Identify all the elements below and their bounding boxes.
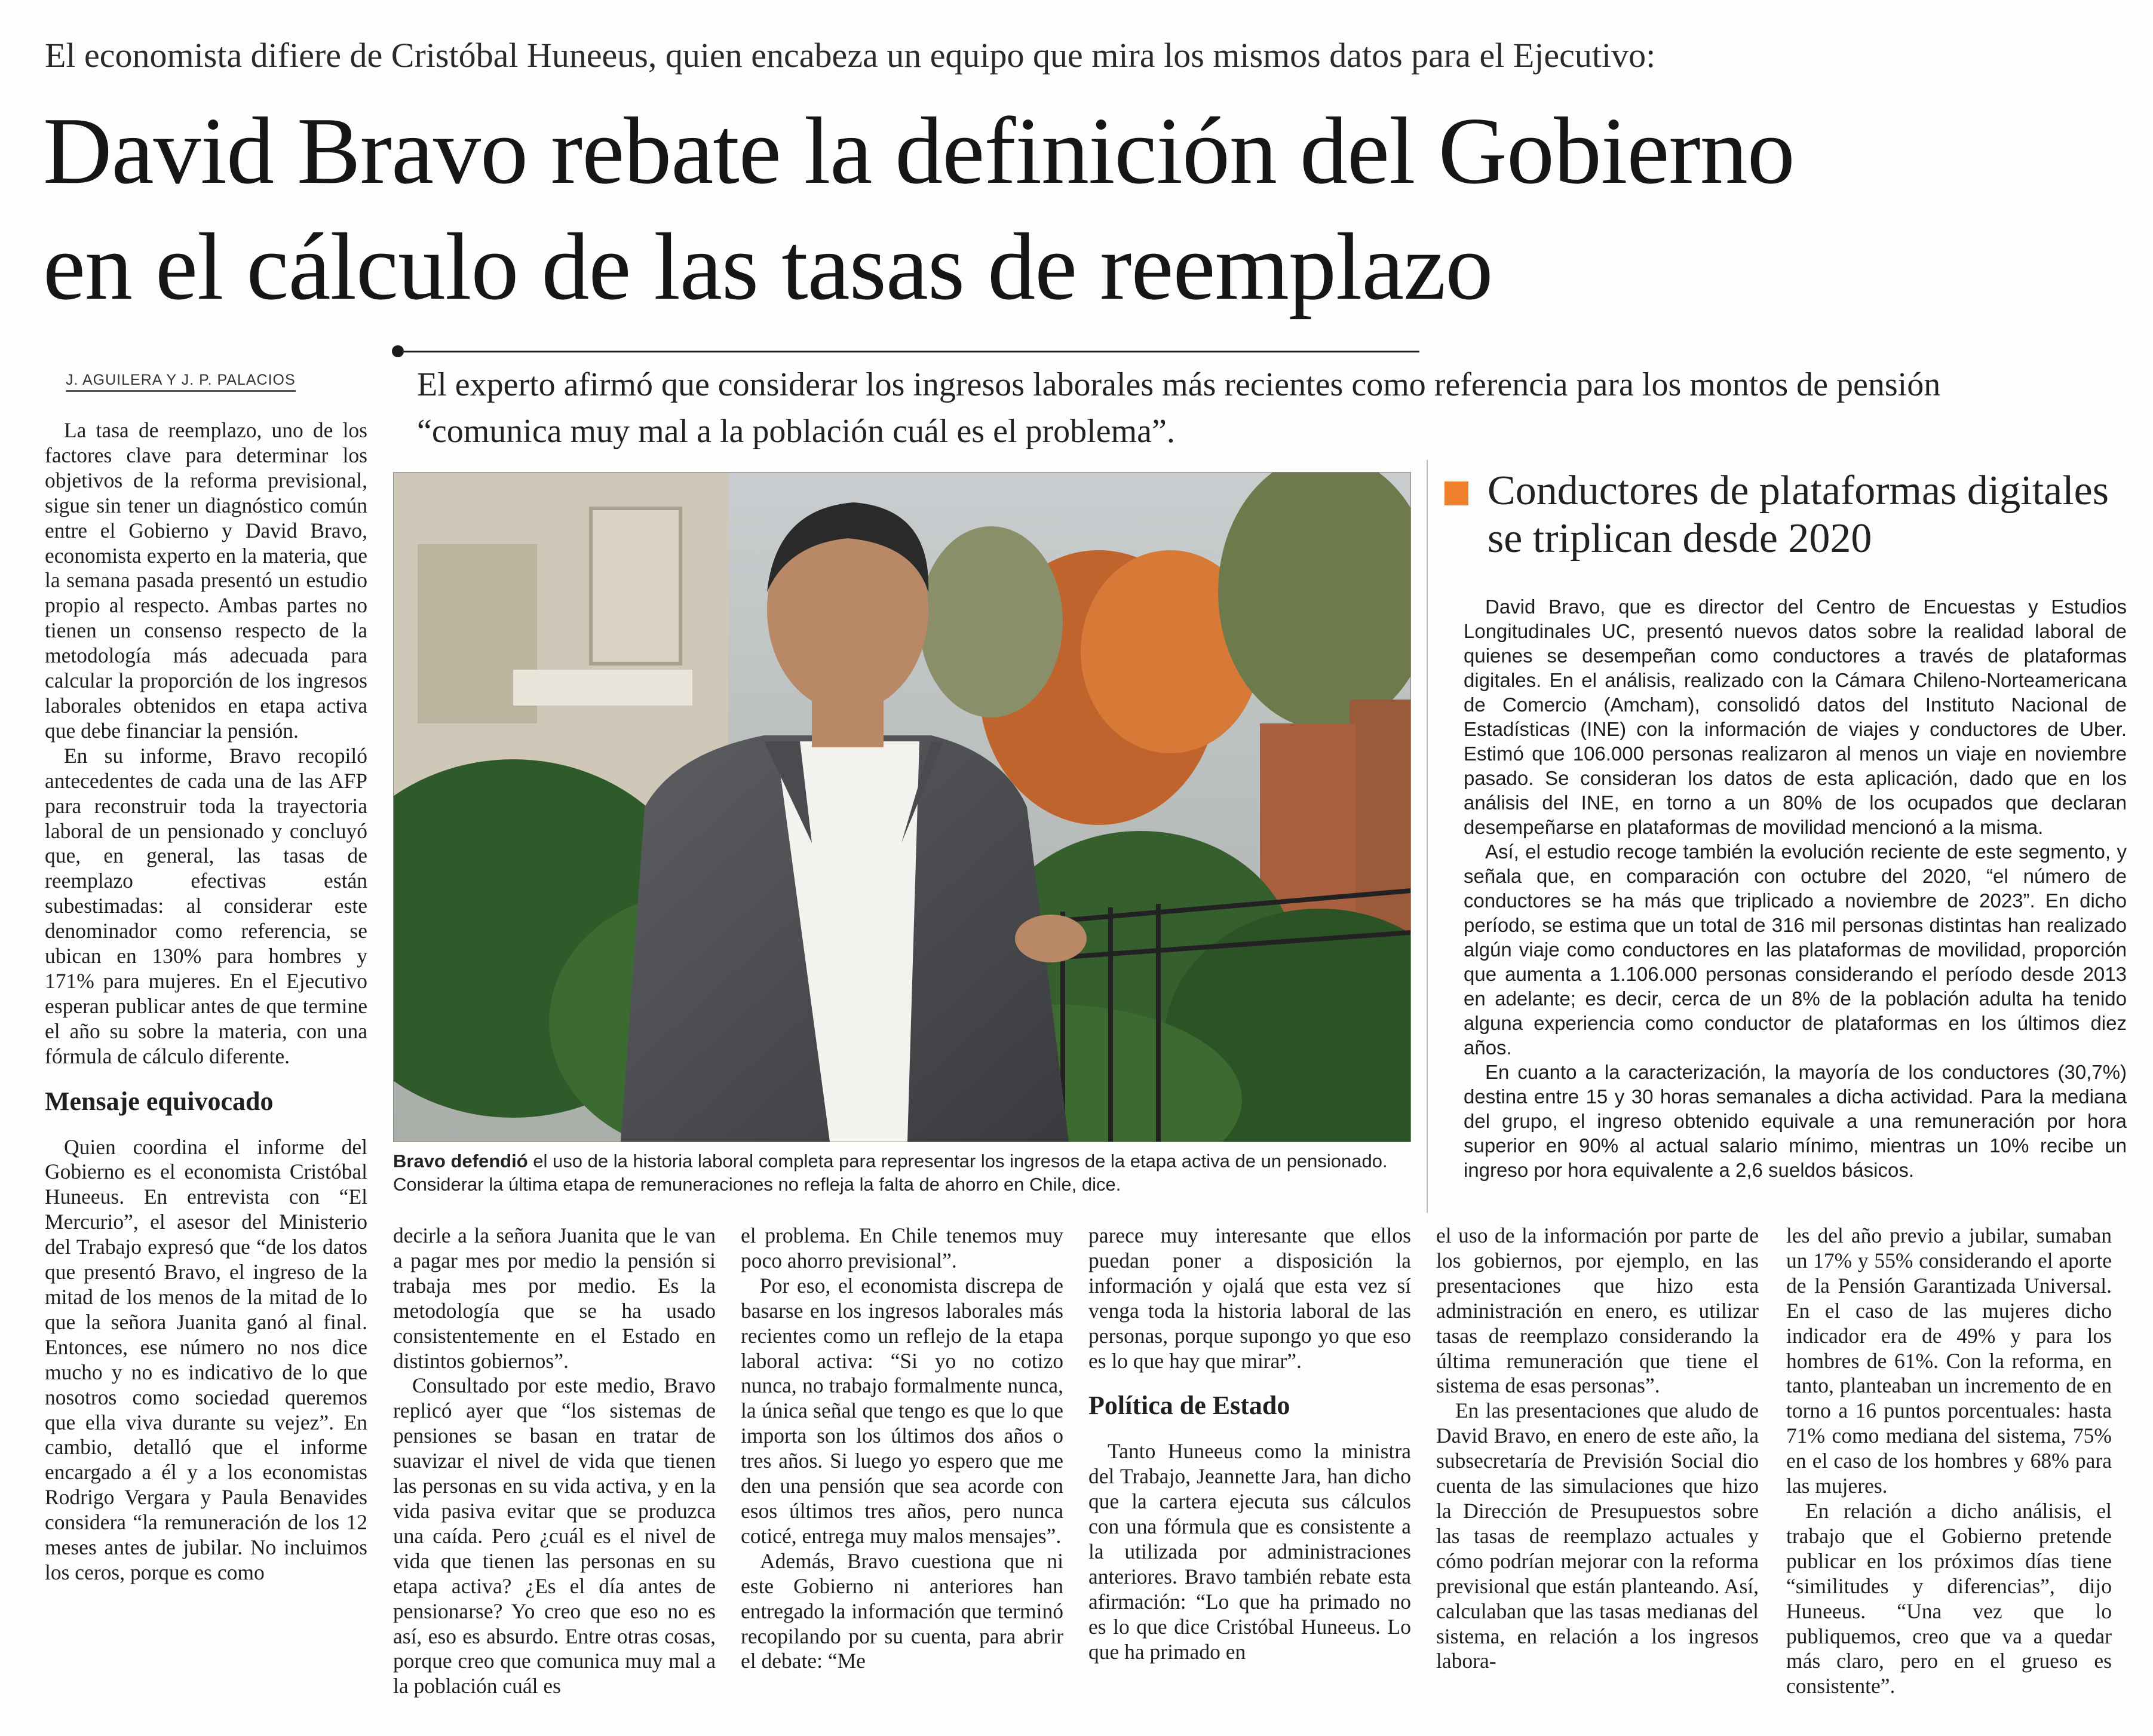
sidebar-paragraph: En cuanto a la caracterización, la mayoría de los conductores (30,7%) destina entre 15 y 30 horas semanales a dicha actividad. Para la mediana del grupo, el ingreso obtenido equivale a una remuneración por hora superior en 90% al actual salario mínimo, mientras un 10% recibe un ingreso por hora equivalente a 2,6 sueldos básicos. bbox=[1464, 1061, 2127, 1181]
sidebar-body bbox=[1464, 594, 2127, 1182]
sidebar-paragraph: Así, el estudio recoge también la evolución reciente de este segmento, y señala que, en comparación con octubre del 2020, “el número de conductores se ha más que triplicado a noviembre de 2023”. En dicho período, se estima que un total de 316 mil personas distintas han realizado algún viaje como conductores en las plataformas de movilidad, proporción que aumenta a 1.106.000 personas considerando el período desde 2013 en adelante; es decir, cerca de un 8% de la población adulta ha tenido alguna experiencia como conductor de plataformas en los últimos diez años. bbox=[1464, 841, 2127, 1059]
article-column-6 bbox=[1786, 1223, 2112, 1719]
paragraph: La tasa de reemplazo, uno de los factores clave para determinar los objetivos de la reforma previsional, sigue sin tener un diagnóstico común entre el Gobierno y David Bravo, economista experto en la materia, que la semana pasada presentó un estudio propio al respecto. Ambas partes no tienen un consenso respecto de la metodología más adecuada para calcular la proporción de los ingresos laborales obtenidos en etapa activa que debe financiar la pensión. bbox=[45, 418, 367, 743]
paragraph: les del año previo a jubilar, sumaban un 17% y 55% considerando el aporte de la Pensión Garantizada Universal. En el caso de las mujeres dicho indicador era de 49% y para los hombres de 61%. Con la reforma, en tanto, planteaban un incremento de en torno a 16 puntos porcentuales: hasta 71% como mediana del sistema, 75% en el caso de los hombres y 68% para las mujeres. bbox=[1786, 1223, 2112, 1498]
deck: El experto afirmó que considerar los ingresos laborales más recientes como referencia para los montos de pensión “comunica muy mal a la población cuál es el problema”. bbox=[417, 366, 1941, 450]
paragraph: En su informe, Bravo recopiló antecedentes de cada una de las AFP para reconstruir toda la trayectoria laboral de un pensionado y concluyó que, en general, las tasas de reemplazo efectivas están subestimadas: al considerar este denominador como referencia, se ubican en 130% para hombres y 171% para mujeres. En el Ejecutivo esperan publicar antes de que termine el año su sobre la materia, con una fórmula de cálculo diferente. bbox=[45, 743, 367, 1068]
sidebar-divider bbox=[1427, 460, 1428, 1213]
paragraph: En relación a dicho análisis, el trabajo que el Gobierno pretende publicar en los próximos días tiene “similitudes y diferencias”, dijo Huneeus. “Una vez que lo publiquemos, creo que va a quedar más claro, pero en el grueso es consistente”. bbox=[1786, 1498, 2112, 1698]
article-column-3 bbox=[741, 1223, 1063, 1719]
paragraph: parece muy interesante que ellos puedan poner a disposición la información y ojalá que esta vez sí venga toda la historia laboral de las personas, porque supongo yo que eso es lo que hay que mirar”. bbox=[1088, 1223, 1411, 1373]
photo-david-bravo bbox=[393, 472, 1411, 1142]
deck-rule bbox=[404, 351, 1419, 352]
photo-illustration bbox=[394, 473, 1410, 1142]
paragraph: En las presentaciones que aludo de David Bravo, en enero de este año, la subsecretaría de Previsión Social dio cuenta de las simulaciones que hizo la Dirección de Presupuestos sobre las tasas de reemplazo actuales y cómo podrían mejorar con la reforma previsional que están planteando. Así, calculaban que las tasas medianas del sistema, en relación a los ingresos labora- bbox=[1436, 1398, 1759, 1673]
article-column-4 bbox=[1088, 1223, 1411, 1719]
sidebar-accent-square bbox=[1444, 481, 1468, 505]
deck-bullet bbox=[392, 345, 404, 357]
paragraph: Tanto Huneeus como la ministra del Trabajo, Jeannette Jara, han dicho que la cartera ejecuta sus cálculos con una fórmula que es consistente a la utilizada por administraciones anteriores. Bravo también rebate esta afirmación: “Lo que ha primado no es lo que dice Cristóbal Huneeus. Lo que ha primado en bbox=[1088, 1439, 1411, 1664]
article-column-1 bbox=[45, 418, 367, 1585]
subhead-mensaje: Mensaje equivocado bbox=[45, 1086, 274, 1116]
headline bbox=[43, 93, 2110, 324]
sidebar-title: Conductores de plataformas digitales se triplican desde 2020 bbox=[1488, 468, 2109, 562]
sidebar-paragraph: David Bravo, que es director del Centro de Encuestas y Estudios Longitudinales UC, presentó nuevos datos sobre la realidad laboral de quienes se desempeñan como conductores a través de plataformas digitales. En el análisis, realizado con la Cámara Chileno-Norteamericana de Comercio (Amcham), consolidó datos del Instituto Nacional de Estadísticas (INE) con la información de viajes y conductores de Uber. Estimó que 106.000 personas realizaron al menos un viaje en noviembre pasado. Se consideran los datos de esta aplicación, dado que en los análisis del INE, en torno a un 80% de los ocupados que declaran desempeñarse en plataformas de movilidad mencionó a la misma. bbox=[1464, 596, 2127, 838]
paragraph: decirle a la señora Juanita que le van a pagar mes por medio la pensión si trabaja mes por medio. Es la metodología que se ha usado consistentemente en el Estado en distintos gobiernos”. bbox=[393, 1223, 716, 1373]
article-column-5 bbox=[1436, 1223, 1759, 1719]
subhead-politica: Política de Estado bbox=[1088, 1391, 1290, 1421]
headline-line-2: en el cálculo de las tasas de reemplazo bbox=[43, 213, 1493, 320]
kicker: El economista difiere de Cristóbal Huneeus, quien encabeza un equipo que mira los mismos datos para el Ejecutivo: bbox=[45, 36, 1656, 75]
photo-caption bbox=[393, 1149, 1415, 1196]
caption-text: el uso de la historia laboral completa para representar los ingresos de la etapa activa de un pensionado. Considerar la última etapa de remuneraciones no refleja la falta de ahorro en Chile, dice. bbox=[393, 1151, 1388, 1195]
paragraph: el uso de la información por parte de los gobiernos, por ejemplo, en las presentaciones que hizo esta administración en enero, es utilizar tasas de reemplazo considerando la última remuneración que tiene el sistema de esas personas”. bbox=[1436, 1223, 1759, 1398]
paragraph: Quien coordina el informe del Gobierno es el economista Cristóbal Huneeus. En entrevista con “El Mercurio”, el asesor del Ministerio del Trabajo expresó que “de los datos que presentó Bravo, el ingreso de la mitad de los menos de la mitad de lo que la señora Juanita ganó al final. Entonces, ese número no nos dice mucho y no es indicativo de lo que nosotros como sociedad queremos que ella viva durante su vejez”. En cambio, detalló que el informe encargado a él y a los economistas Rodrigo Vergara y Paula Benavides considera “la remuneración de los 12 meses antes de jubilar. No incluimos los ceros, porque es como bbox=[45, 1134, 367, 1584]
paragraph: Por eso, el economista discrepa de basarse en los ingresos laborales más recientes como un reflejo de la etapa laboral activa: “Si yo no cotizo nunca, no trabajo formalmente nunca, la única señal que tengo es que lo que importa son los últimos dos años o tres años. Si luego yo espero que me den una pensión que sea acorde con esos últimos tres años, pero nunca coticé, entrega muy malos mensajes”. bbox=[741, 1273, 1063, 1548]
byline: J. AGUILERA Y J. P. PALACIOS bbox=[66, 372, 296, 392]
caption-lead: Bravo defendió bbox=[393, 1151, 528, 1171]
headline-line-1: David Bravo rebate la definición del Gobierno bbox=[43, 97, 1795, 204]
paragraph: el problema. En Chile tenemos muy poco ahorro previsional”. bbox=[741, 1223, 1063, 1272]
article-column-2 bbox=[393, 1223, 716, 1719]
paragraph: Consultado por este medio, Bravo replicó ayer que “los sistemas de pensiones se basan en tratar de suavizar el nivel de vida que tienen las personas en su vida activa, y en la vida pasiva evitar que se produzca una caída. Pero ¿cuál es el nivel de vida que tienen las personas en su etapa activa? ¿Es el día antes de pensionarse? Yo creo que eso no es así, eso es absurdo. Entre otras cosas, porque creo que comunica muy mal a la población cuál es bbox=[393, 1373, 716, 1698]
paragraph: Además, Bravo cuestiona que ni este Gobierno ni anteriores han entregado la información que terminó recopilando por su cuenta, para abrir el debate: “Me bbox=[741, 1548, 1063, 1673]
